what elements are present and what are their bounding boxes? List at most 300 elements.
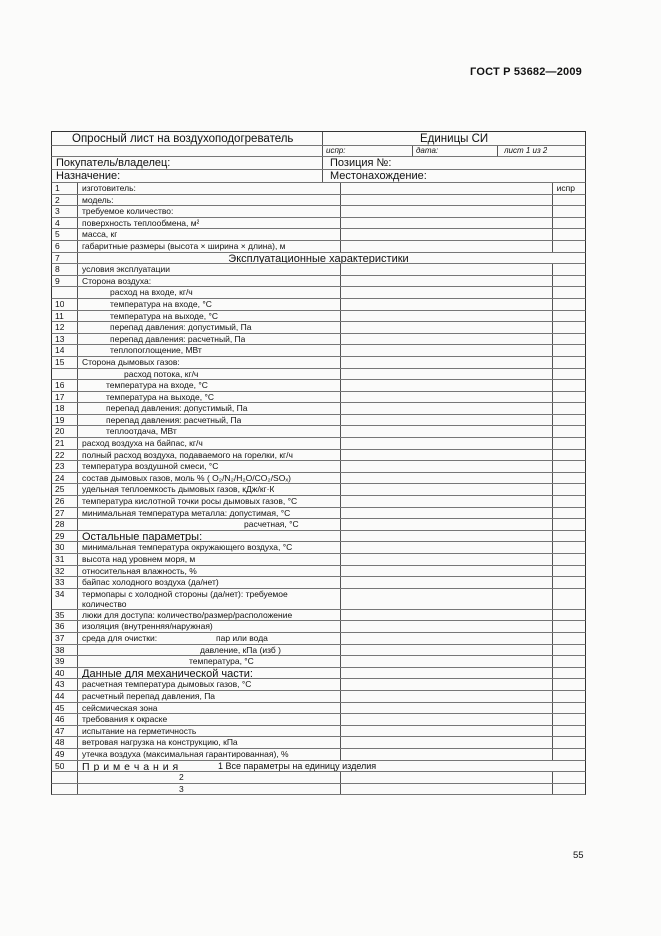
column-divider [77,668,78,679]
row-number: 25 [55,484,65,495]
column-divider [77,287,78,298]
column-divider [77,531,78,542]
row-description: сейсмическая зона [82,702,158,713]
column-divider [340,610,341,621]
column-divider [77,426,78,437]
table-row [51,714,586,726]
column-divider [77,703,78,714]
column-divider [340,542,341,553]
column-divider [340,299,341,310]
row-description: байпас холодного воздуха (да/нет) [82,577,219,588]
row-number: 15 [55,356,65,367]
column-divider [340,554,341,565]
table-row [51,426,586,438]
column-divider [77,772,78,783]
row-number: 23 [55,461,65,472]
column-divider [340,772,341,783]
column-divider [77,679,78,690]
column-divider [552,610,553,621]
row-number: 45 [55,702,65,713]
row-description: состав дымовых газов, моль % ( O₂/N₂/H₂O/CO₂/SOₓ) [82,472,291,483]
column-divider [77,726,78,737]
row-description: перепад давления: расчетный, Па [110,333,246,344]
row-number: 47 [55,725,65,736]
table-row [51,403,586,415]
table-row [51,531,586,543]
ispr-label: испр: [326,146,346,155]
row-description-extra: 1 Все параметры на единицу изделия [218,760,377,771]
table-row [51,484,586,496]
row-number: 21 [55,438,65,449]
table-row [51,519,586,531]
column-divider [552,276,553,287]
column-divider [552,577,553,588]
column-divider [340,577,341,588]
page-number: 55 [573,850,584,861]
column-divider [340,737,341,748]
table-row [51,322,586,334]
table-row [51,438,586,450]
row-number: 10 [55,298,65,309]
column-divider [552,703,553,714]
column-divider [340,369,341,380]
table-row [51,703,586,715]
column-divider [552,438,553,449]
table-row [51,645,586,657]
column-divider [552,772,553,783]
column-divider [340,473,341,484]
column-divider [77,589,78,609]
column-divider [340,668,341,679]
row-description: температура воздушной смеси, °С [82,461,219,472]
column-divider [340,345,341,356]
table-row [51,334,586,346]
column-divider [552,461,553,472]
column-divider [552,322,553,333]
column-divider [552,508,553,519]
column-divider [77,691,78,702]
table-row [51,679,586,691]
column-divider [552,369,553,380]
column-divider [340,438,341,449]
row-number: 50 [55,760,65,771]
section-heading: Остальные параметры: [82,530,203,542]
row-description: перепад давления: допустимый, Па [110,322,252,333]
position-label: Позиция №: [330,157,392,169]
column-divider [552,380,553,391]
table-row [51,610,586,622]
column-divider [340,403,341,414]
column-divider [340,334,341,345]
row-description: расход воздуха на байпас, кг/ч [82,438,203,449]
row-number: 48 [55,737,65,748]
column-divider [77,322,78,333]
column-divider [77,519,78,530]
row-description: минимальная температура металла: допустимая, °С [82,507,291,518]
column-divider [77,264,78,275]
column-divider [552,679,553,690]
row-description: термопары с холодной стороны (да/нет): требуемое [82,588,288,599]
column-divider [552,749,553,760]
row-number: 49 [55,748,65,759]
column-divider [77,566,78,577]
column-divider [340,311,341,322]
column-divider [77,206,78,217]
column-divider [77,345,78,356]
purpose-row [51,170,586,183]
column-divider [340,183,341,194]
row-number: 34 [55,588,65,599]
column-divider [552,345,553,356]
table-row [51,369,586,381]
column-divider [77,299,78,310]
row-description: теплопоглощение, МВт [110,345,202,356]
column-divider [340,276,341,287]
column-divider [77,241,78,252]
table-row [51,589,586,610]
column-divider [340,656,341,667]
row-number: 29 [55,530,65,541]
column-divider [340,589,341,609]
table-row [51,229,586,241]
column-divider [340,633,341,644]
column-divider [552,484,553,495]
column-divider [552,542,553,553]
column-divider [340,380,341,391]
column-divider [340,241,341,252]
column-divider [552,621,553,632]
row-description: температура на входе, °С [110,298,212,309]
column-divider [552,403,553,414]
row-description: минимальная температура окружающего воздуха, °С [82,542,293,553]
table-row [51,737,586,749]
column-divider [77,334,78,345]
row-number: 46 [55,714,65,725]
row-number: 9 [55,275,60,286]
row-description: изготовитель: [82,183,136,193]
column-divider [552,668,553,679]
column-divider [77,784,78,795]
date-label: дата: [416,146,439,155]
row-description: температура, °С [189,656,254,667]
table-row [51,415,586,427]
column-divider [552,737,553,748]
column-divider [77,229,78,240]
column-divider [340,218,341,229]
table-row [51,380,586,392]
table-row [51,392,586,404]
row-description: изоляция (внутренняя/наружная) [82,621,213,632]
row-number: 39 [55,656,65,667]
table-row [51,276,586,288]
column-divider [340,392,341,403]
column-divider [77,645,78,656]
row-description: люки для доступа: количество/размер/расположение [82,609,293,620]
row-number: 5 [55,229,60,240]
row-description: температура кислотной точки росы дымовых газов, °С [82,496,298,507]
table-row [51,253,586,265]
column-divider [552,195,553,206]
column-divider [552,566,553,577]
row-number: 11 [55,310,64,321]
row-description: температура на выходе, °С [106,391,214,402]
column-divider [77,438,78,449]
row-number: 20 [55,426,65,437]
row-number: 44 [55,690,65,701]
row-description: расчетный перепад давления, Па [82,690,216,701]
row-description: полный расход воздуха, подаваемого на горелки, кг/ч [82,449,293,460]
row-description: перепад давления: расчетный, Па [106,414,242,425]
row-description: ветровая нагрузка на конструкцию, кПа [82,737,238,748]
row-number: 8 [55,264,60,275]
column-divider [77,276,78,287]
form-title: Опросный лист на воздухоподогреватель [72,133,294,145]
row-number: 22 [55,449,65,460]
row-number: 19 [55,414,65,425]
column-divider [77,554,78,565]
row-number: 2 [55,194,60,205]
questionnaire-form [51,131,586,795]
table-row [51,473,586,485]
buyer-label: Покупатель/владелец: [56,157,171,169]
column-divider [552,183,553,194]
column-divider [340,484,341,495]
column-divider [552,264,553,275]
column-divider [552,287,553,298]
row-number: 38 [55,644,65,655]
column-divider [552,426,553,437]
row-number: 36 [55,621,65,632]
row-description: расчетная, °С [244,519,299,530]
column-divider [77,496,78,507]
row-number: 17 [55,391,65,402]
row-description: условия эксплуатации [82,264,170,275]
table-row [51,554,586,566]
column-divider [77,737,78,748]
row-description: 3 [179,783,184,794]
row-number: 32 [55,565,65,576]
table-row [51,508,586,520]
column-divider [77,761,78,772]
column-divider [77,380,78,391]
units-title: Единицы СИ [420,133,489,145]
column-divider [340,621,341,632]
row-number: 3 [55,206,60,217]
column-divider [552,334,553,345]
row-description: давление, кПа (изб ) [200,644,281,655]
table-row [51,357,586,369]
row-number: 18 [55,403,65,414]
table-row [51,761,586,773]
column-divider [552,496,553,507]
purpose-label: Назначение: [56,170,121,182]
column-divider [77,392,78,403]
row-number: 1 [55,183,60,193]
table-row [51,299,586,311]
column-divider [340,531,341,542]
column-divider [77,473,78,484]
column-divider [552,218,553,229]
table-row [51,241,586,253]
column-divider [340,415,341,426]
column-divider [552,206,553,217]
table-row [51,461,586,473]
row-number: 4 [55,217,60,228]
table-row [51,195,586,207]
column-divider [77,656,78,667]
row-description: относительная влажность, % [82,565,197,576]
column-divider [77,749,78,760]
row-description: модель: [82,194,114,205]
column-divider [552,645,553,656]
column-divider [77,450,78,461]
table-row [51,206,586,218]
row-description-continued: количество [82,598,127,609]
row-description: удельная теплоемкость дымовых газов, кДж/кг·К [82,484,275,495]
column-divider [340,784,341,795]
column-divider [77,183,78,194]
column-divider [552,392,553,403]
row-description: высота над уровнем моря, м [82,554,196,564]
column-divider [552,241,553,252]
buyer-row [51,157,586,170]
column-divider [77,714,78,725]
row-number: 35 [55,609,65,620]
column-divider [552,519,553,530]
table-row [51,621,586,633]
column-divider [340,496,341,507]
column-divider [77,357,78,368]
column-divider [77,415,78,426]
column-divider [552,554,553,565]
form-title-row [51,131,586,146]
table-row [51,542,586,554]
column-divider [340,749,341,760]
table-row [51,450,586,462]
table-row [51,345,586,357]
column-divider [552,357,553,368]
standard-designation: ГОСТ Р 53682—2009 [470,66,582,78]
table-row [51,183,586,195]
column-divider [552,589,553,609]
row-description: поверхность теплообмена, м² [82,217,200,228]
table-row [51,566,586,578]
column-divider [340,691,341,702]
table-row [51,668,586,680]
column-divider [77,195,78,206]
row-description: расход потока, кг/ч [124,368,199,379]
row-description: масса, кг [82,229,118,240]
column-divider [340,426,341,437]
column-divider [552,299,553,310]
column-divider [340,508,341,519]
row-description: температура на входе, °С [106,380,208,391]
column-divider [77,403,78,414]
column-divider [552,450,553,461]
column-divider [552,784,553,795]
column-divider [552,531,553,542]
row-number: 7 [55,252,60,263]
row-description: требуемое количество: [82,206,174,217]
row-description: перепад давления: допустимый, Па [106,403,248,414]
column-divider [340,703,341,714]
column-divider [340,195,341,206]
table-row [51,772,586,784]
table-row [51,287,586,299]
row-number: 12 [55,322,65,333]
column-divider [77,218,78,229]
row-number: 27 [55,507,65,518]
row-description: утечка воздуха (максимальная гарантированная), % [82,748,289,759]
row-description-extra: пар или вода [216,632,268,643]
column-divider [552,415,553,426]
row-number: 40 [55,667,65,678]
table-row [51,691,586,703]
row-number: 6 [55,240,60,251]
row-description: расход на входе, кг/ч [110,287,193,298]
form-sub-row [51,146,586,157]
column-divider [552,229,553,240]
table-row [51,633,586,645]
row-description: температура на выходе, °С [110,310,218,321]
column-divider [552,714,553,725]
table-row [51,656,586,668]
column-divider [77,577,78,588]
section-heading: Эксплуатационные характеристики [228,252,409,264]
column-divider [77,461,78,472]
row-number: 28 [55,519,65,530]
column-divider [77,484,78,495]
row-number: 26 [55,496,65,507]
row-description: П р и м е ч а н и я [82,760,179,772]
parameter-rows [51,183,586,795]
row-description: габаритные размеры (высота × ширина × длина), м [82,240,286,251]
row-number: 13 [55,333,65,344]
section-heading: Данные для механической части: [82,667,253,679]
row-description: 2 [179,772,184,783]
column-divider [340,645,341,656]
column-divider [552,473,553,484]
column-divider [340,357,341,368]
column-divider [340,461,341,472]
column-divider [77,311,78,322]
row-number: 16 [55,380,65,391]
row-number: 14 [55,345,65,356]
row-description: Сторона дымовых газов: [82,356,180,367]
column-divider [340,206,341,217]
row-description: расчетная температура дымовых газов, °С [82,679,252,690]
table-row [51,749,586,761]
column-divider [340,450,341,461]
column-divider [77,508,78,519]
table-row [51,218,586,230]
row-number: 30 [55,542,65,553]
location-label: Местонахождение: [330,170,427,182]
column-divider [340,287,341,298]
row-number: 37 [55,632,65,643]
table-row [51,784,586,796]
column-divider [77,369,78,380]
table-row [51,726,586,738]
row-description: испытание на герметичность [82,725,197,736]
column-divider [77,542,78,553]
column-divider [340,322,341,333]
row-description: Сторона воздуха: [82,275,152,286]
column-divider [552,656,553,667]
table-row [51,264,586,276]
column-divider [77,621,78,632]
column-divider [340,229,341,240]
